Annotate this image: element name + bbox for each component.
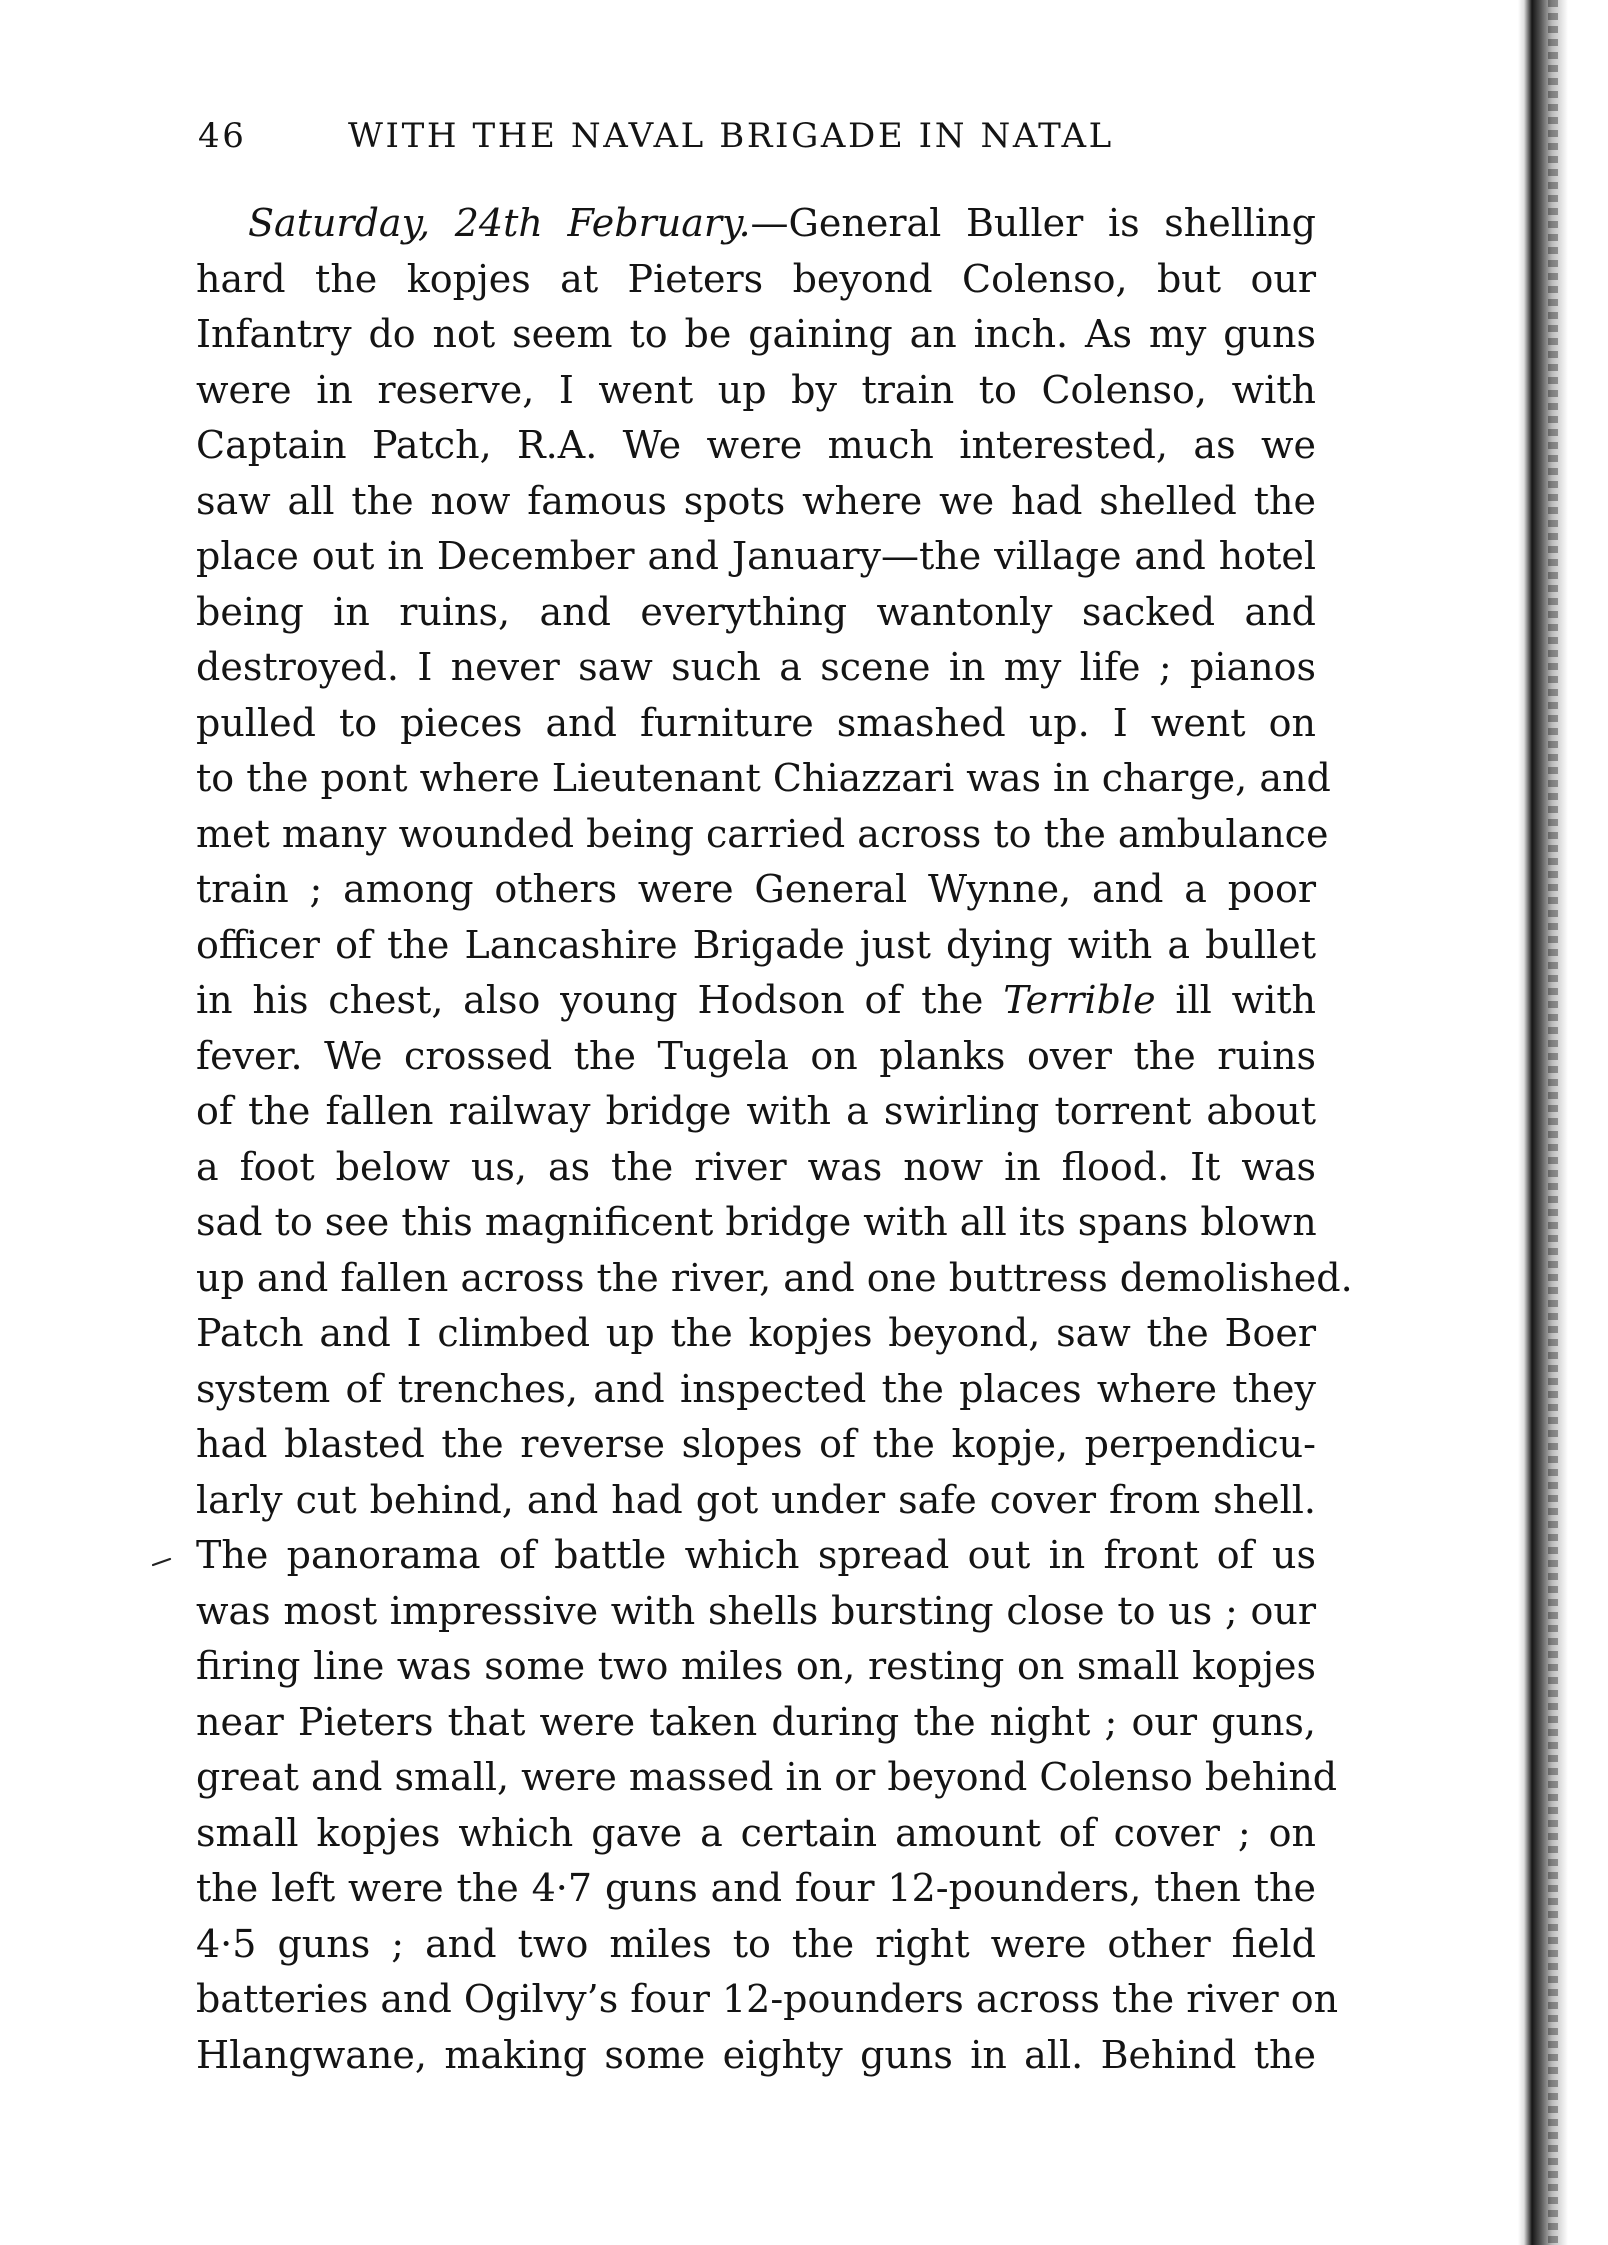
text-line: destroyed. I never saw such a scene in my life ; pianos xyxy=(196,645,1316,689)
text-line: 4·5 guns ; and two miles to the right were other field xyxy=(196,1921,1316,1966)
text-line: small kopjes which gave a certain amount of cover ; on xyxy=(196,1810,1316,1855)
text-line: great and small, were massed in or beyond Colenso behind xyxy=(196,1755,1338,1799)
text-line: being in ruins, and everything wantonly sacked and xyxy=(196,589,1316,634)
text-line: in his chest, also young Hodson of the Terrible ill with xyxy=(196,978,1316,1022)
text-line: had blasted the reverse slopes of the kopje, perpendicu- xyxy=(196,1422,1316,1466)
text-line: sad to see this magnificent bridge with all its spans blown xyxy=(196,1200,1317,1244)
entry-date: Saturday, 24th February. xyxy=(248,201,751,245)
text-line: to the pont where Lieutenant Chiazzari was in charge, and xyxy=(196,756,1331,800)
running-title: WITH THE NAVAL BRIGADE IN NATAL xyxy=(348,116,1114,156)
text-line: the left were the 4·7 guns and four 12-pounders, then the xyxy=(196,1866,1316,1910)
text-line: was most impressive with shells bursting close to us ; our xyxy=(196,1588,1316,1633)
scanned-binding-edge xyxy=(1518,0,1578,2245)
text-line: Patch and I climbed up the kopjes beyond, saw the Boer xyxy=(196,1311,1316,1355)
ship-name: Terrible xyxy=(1003,978,1156,1022)
text-line: saw all the now famous spots where we had shelled the xyxy=(196,478,1316,523)
text-line: a foot below us, as the river was now in flood. It was xyxy=(196,1144,1316,1189)
body-text xyxy=(196,196,1353,2083)
text-line: were in reserve, I went up by train to Colenso, with xyxy=(196,367,1316,412)
text-line: Hlangwane, making some eighty guns in all. Behind the xyxy=(196,2032,1316,2077)
text-line: train ; among others were General Wynne, and a poor xyxy=(196,867,1316,911)
text-line: near Pieters that were taken during the night ; our guns, xyxy=(196,1699,1316,1744)
page-number: 46 xyxy=(198,116,247,156)
text-line: pulled to pieces and furniture smashed up. I went on xyxy=(196,700,1316,745)
text-line: officer of the Lancashire Brigade just dying with a bullet xyxy=(196,922,1316,967)
text-line: fever. We crossed the Tugela on planks over the ruins xyxy=(196,1033,1316,1078)
margin-pencil-mark xyxy=(152,1557,172,1567)
text-line: up and fallen across the river, and one buttress demolished. xyxy=(196,1255,1353,1300)
text-line: larly cut behind, and had got under safe cover from shell. xyxy=(196,1477,1316,1522)
text-line: place out in December and January—the village and hotel xyxy=(196,534,1316,578)
text-line: batteries and Ogilvy’s four 12-pounders across the river on xyxy=(196,1977,1339,2021)
text-line: Captain Patch, R.A. We were much interested, as we xyxy=(196,423,1316,467)
text-line: The panorama of battle which spread out in front of us xyxy=(196,1533,1316,1577)
text-line: Infantry do not seem to be gaining an inch. As my guns xyxy=(196,312,1316,356)
text-line: of the fallen railway bridge with a swirling torrent about xyxy=(196,1089,1316,1133)
running-head xyxy=(198,116,1318,164)
text-line: system of trenches, and inspected the places where they xyxy=(196,1366,1316,1411)
text-line: Saturday, 24th February.—General Buller is shelling xyxy=(248,201,1316,245)
text-line: hard the kopjes at Pieters beyond Colenso, but our xyxy=(196,256,1316,301)
text-line: met many wounded being carried across to the ambulance xyxy=(196,811,1329,856)
text-line: firing line was some two miles on, resting on small kopjes xyxy=(196,1644,1316,1688)
